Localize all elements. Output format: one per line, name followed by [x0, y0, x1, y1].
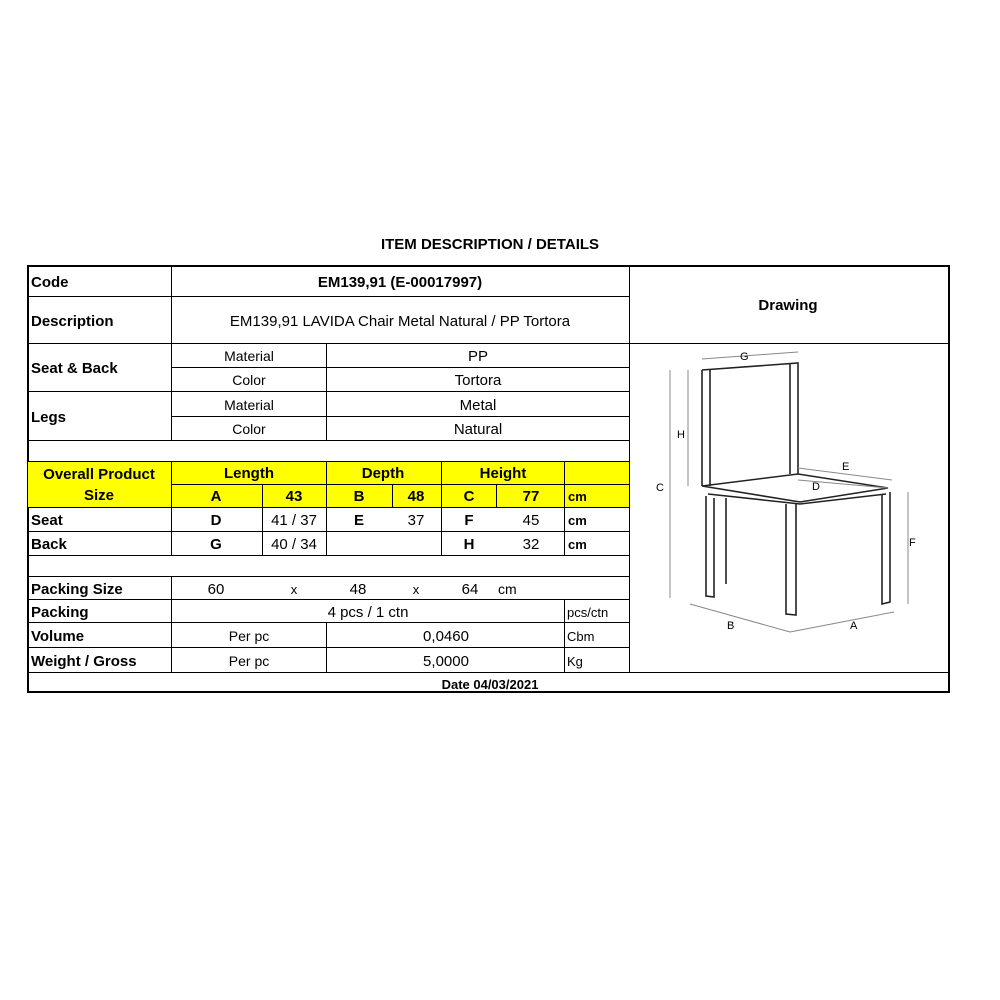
divider: [564, 599, 565, 673]
divider: [27, 647, 630, 648]
back-row-unit: cm: [568, 537, 587, 552]
divider: [172, 484, 630, 485]
dim-label-c: C: [656, 482, 664, 494]
dim-e-letter: E: [353, 512, 365, 529]
divider: [171, 576, 172, 673]
packing-size-width: 48: [349, 581, 367, 598]
dim-label-h: H: [677, 429, 685, 441]
dim-f-value: 45: [522, 512, 540, 529]
chair-backrest: [702, 363, 798, 486]
divider: [326, 461, 327, 556]
divider: [27, 622, 630, 623]
code-value: EM139,91 (E-00017997): [317, 274, 483, 291]
seat-back-label: Seat & Back: [31, 360, 118, 377]
seat-row-label: Seat: [31, 512, 63, 529]
dim-b-value: 48: [407, 488, 425, 505]
divider: [171, 461, 172, 556]
divider: [27, 555, 630, 556]
weight-per: Per pc: [228, 653, 270, 669]
legs-material-label: Material: [224, 397, 274, 413]
depth-label: Depth: [361, 465, 405, 482]
dim-e-value: 37: [407, 512, 425, 529]
divider: [27, 599, 630, 600]
chair-drawing: [630, 346, 950, 672]
dim-c-letter: C: [463, 488, 475, 505]
weight-value: 5,0000: [423, 653, 469, 670]
divider: [326, 622, 327, 673]
divider: [27, 672, 950, 673]
dim-h-value: 32: [522, 536, 540, 553]
divider: [564, 461, 565, 556]
dim-label-d: D: [812, 481, 820, 493]
page-title: ITEM DESCRIPTION / DETAILS: [380, 236, 600, 253]
dim-b-letter: B: [353, 488, 365, 505]
divider: [441, 461, 442, 556]
divider: [27, 576, 630, 577]
dim-g-value: 40 / 34: [271, 536, 317, 553]
divider: [27, 343, 950, 344]
weight-label: Weight / Gross: [31, 653, 137, 670]
chair-leg: [786, 504, 796, 615]
description-label: Description: [31, 313, 114, 330]
dim-a-letter: A: [210, 488, 222, 505]
divider: [496, 484, 497, 507]
code-label: Code: [31, 274, 69, 291]
dim-a-value: 43: [285, 488, 303, 505]
divider: [262, 484, 263, 556]
divider: [172, 367, 630, 368]
seat-back-color-label: Color: [232, 372, 266, 388]
description-value: EM139,91 LAVIDA Chair Metal Natural / PP Tortora: [229, 313, 571, 330]
back-row-label: Back: [31, 536, 67, 553]
seat-row-unit: cm: [568, 513, 587, 528]
divider: [27, 507, 630, 508]
divider: [326, 343, 327, 441]
dim-f-letter: F: [464, 512, 474, 529]
dim-label-f: F: [909, 537, 916, 549]
packing-size-height: 64: [461, 581, 479, 598]
packing-label: Packing: [31, 604, 89, 621]
date-label: Date 04/03/2021: [441, 677, 539, 692]
dim-label-a: A: [850, 620, 858, 632]
divider: [27, 440, 630, 441]
weight-unit: Kg: [567, 654, 583, 669]
overall-label-line1: Overall Product: [43, 466, 155, 483]
dim-label-e: E: [842, 461, 850, 473]
dim-label-g: G: [740, 351, 749, 363]
divider: [171, 265, 172, 441]
packing-size-x1: x: [290, 582, 298, 597]
packing-unit: pcs/ctn: [567, 605, 609, 620]
seat-back-color: Tortora: [454, 372, 502, 389]
dim-g-letter: G: [210, 536, 222, 553]
packing-size-label: Packing Size: [31, 581, 123, 598]
packing-size-x2: x: [412, 582, 420, 597]
volume-label: Volume: [31, 628, 85, 645]
legs-color: Natural: [453, 421, 503, 438]
divider: [27, 531, 630, 532]
dim-c-value: 77: [522, 488, 540, 505]
overall-unit: cm: [568, 489, 587, 504]
dim-d-letter: D: [210, 512, 222, 529]
dim-label-b: B: [727, 620, 735, 632]
seat-back-material: PP: [467, 348, 489, 365]
volume-unit: Cbm: [567, 629, 595, 644]
seat-back-material-label: Material: [224, 348, 274, 364]
legs-label: Legs: [31, 409, 67, 426]
divider: [392, 484, 393, 507]
packing-value: 4 pcs / 1 ctn: [327, 604, 409, 621]
packing-size-unit: cm: [498, 581, 517, 597]
divider: [27, 391, 630, 392]
drawing-label: Drawing: [758, 297, 818, 314]
divider: [27, 296, 630, 297]
dim-h-letter: H: [463, 536, 475, 553]
legs-color-label: Color: [232, 421, 266, 437]
divider: [27, 461, 630, 462]
volume-per: Per pc: [228, 628, 270, 644]
chair-seat: [702, 474, 888, 504]
dim-d-value: 41 / 37: [271, 512, 317, 529]
length-label: Length: [224, 465, 274, 482]
chair-leg: [882, 492, 890, 604]
divider: [172, 416, 630, 417]
overall-label-line2: Size: [83, 487, 115, 504]
chair-leg: [706, 496, 714, 597]
height-label: Height: [479, 465, 527, 482]
packing-size-length: 60: [207, 581, 225, 598]
volume-value: 0,0460: [423, 628, 469, 645]
legs-material: Metal: [459, 397, 497, 414]
